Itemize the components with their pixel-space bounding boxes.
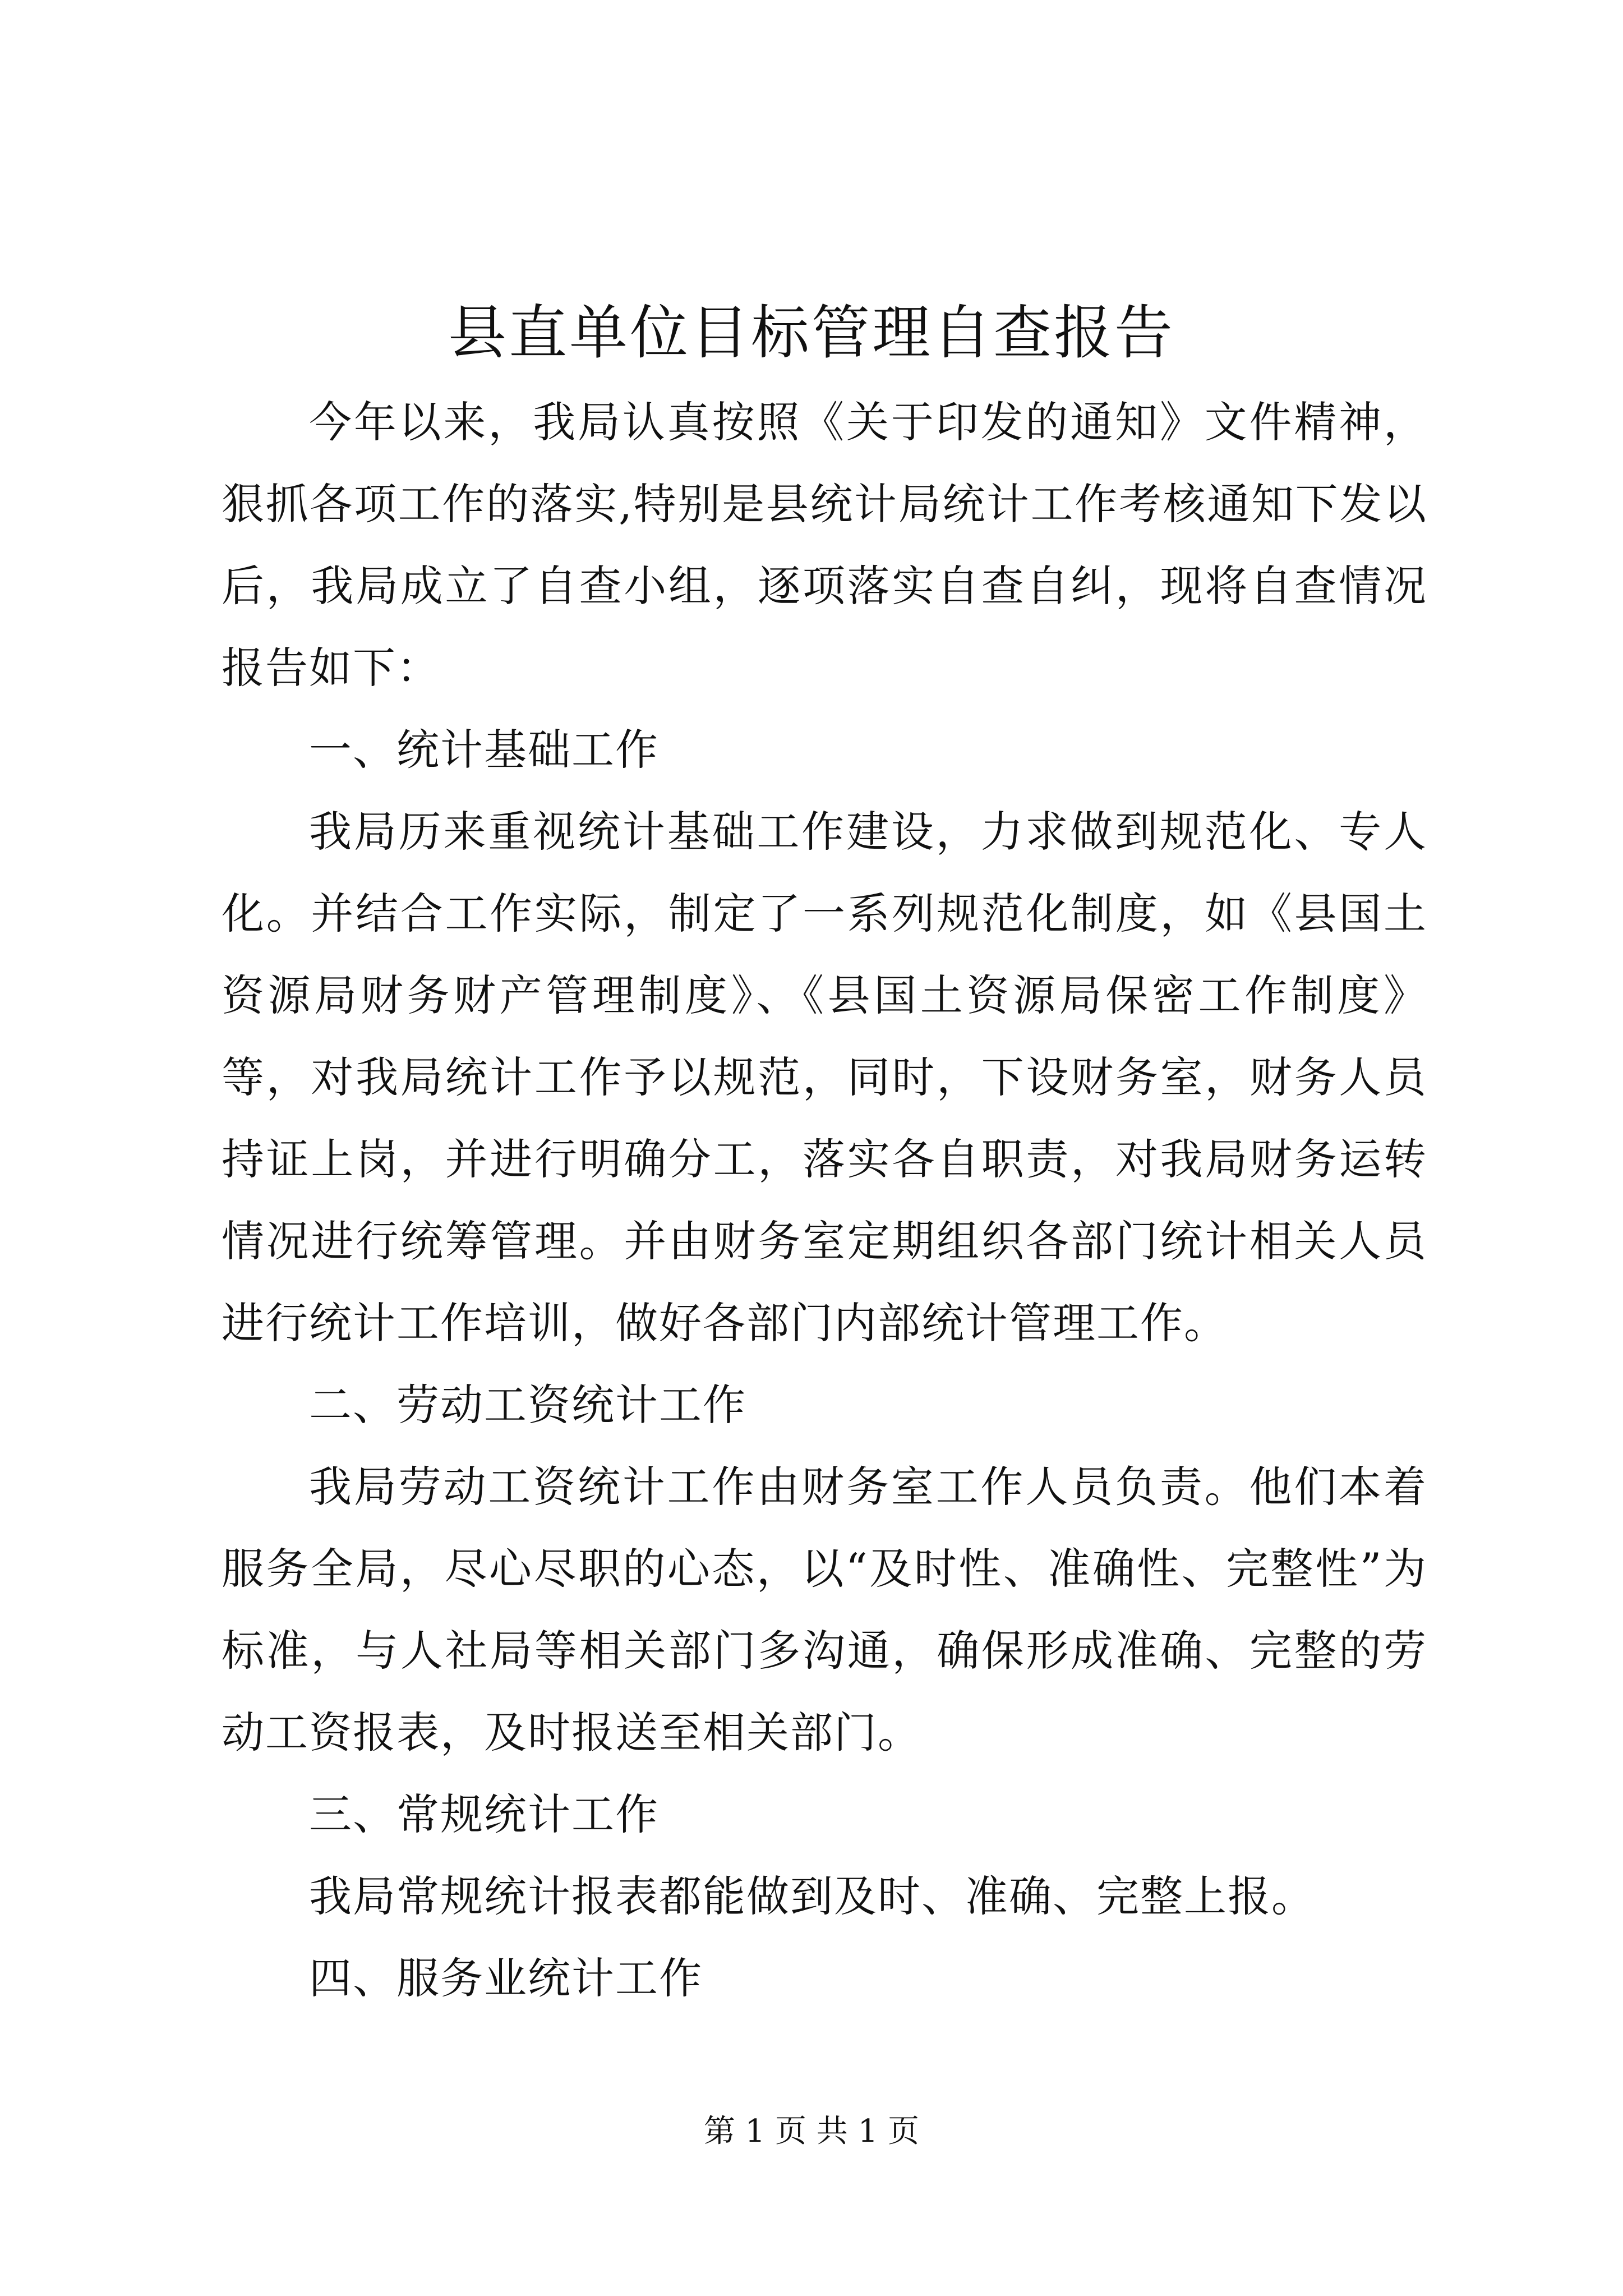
section-heading-4: 四、服务业统计工作 [309,1953,703,2003]
document-title: 县直单位目标管理自查报告 [448,298,1175,367]
document-body [222,381,1427,2019]
intro-paragraph: 今年以来，我局认真按照《关于印发的通知》文件精神，狠抓各项工作的落实,特别是县统计局统计工作考核通知下发以后，我局成立了自查小组，逐项落实自查自纠，现将自查情况报告如下： [222,397,1427,693]
section-heading-1: 一、统计基础工作 [309,725,659,775]
section-heading-3: 三、常规统计工作 [309,1789,659,1839]
page-footer: 第 1 页 共 1 页 [703,2113,920,2150]
section-heading-2: 二、劳动工资统计工作 [309,1380,746,1430]
section-paragraph-2: 我局劳动工资统计工作由财务室工作人员负责。他们本着服务全局，尽心尽职的心态，以“及时性、准确性、完整性”为标准，与人社局等相关部门多沟通，确保形成准确、完整的劳动工资报表，及时报送至相关部门。 [222,1462,1427,1757]
section-paragraph-1: 我局历来重视统计基础工作建设，力求做到规范化、专人化。并结合工作实际，制定了一系列规范化制度，如《县国土资源局财务财产管理制度》、《县国土资源局保密工作制度》等，对我局统计工作予以规范，同时，下设财务室，财务人员持证上岗，并进行明确分工，落实各自职责，对我局财务运转情况进行统筹管理。并由财务室定期组织各部门统计相关人员进行统计工作培训，做好各部门内部统计管理工作。 [222,807,1427,1348]
section-paragraph-3: 我局常规统计报表都能做到及时、准确、完整上报。 [309,1871,1315,1921]
